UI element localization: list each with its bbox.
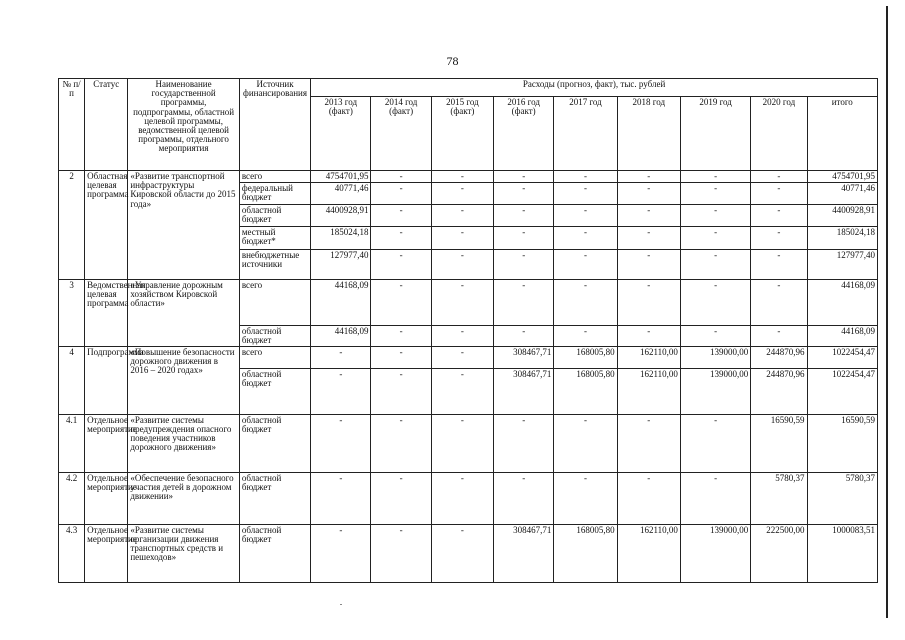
header-year: 2019 год xyxy=(680,97,750,171)
value-cell: 5780,37 xyxy=(751,472,807,524)
header-year: 2013 год (факт) xyxy=(311,97,371,171)
value-cell: - xyxy=(311,346,371,368)
row-source: внебюджетные источники xyxy=(239,249,310,279)
value-cell: - xyxy=(680,226,750,249)
row-source: местный бюджет* xyxy=(239,226,310,249)
table-row xyxy=(59,171,878,183)
row-source: областной бюджет xyxy=(239,414,310,472)
header-year: 2020 год xyxy=(751,97,807,171)
value-cell: - xyxy=(554,249,617,279)
value-cell: - xyxy=(371,346,431,368)
value-cell: - xyxy=(494,171,554,183)
value-cell: - xyxy=(371,524,431,582)
value-cell: 1022454,47 xyxy=(807,346,877,368)
value-cell: - xyxy=(431,368,493,414)
value-cell: - xyxy=(554,226,617,249)
header-year: 2014 год (факт) xyxy=(371,97,431,171)
row-status: Подпрограмма xyxy=(85,346,128,414)
row-status: Ведомственная целевая программа xyxy=(85,279,128,346)
row-source: федеральный бюджет xyxy=(239,183,310,204)
value-cell: - xyxy=(617,414,680,472)
value-cell: - xyxy=(371,183,431,204)
header-status: Статус xyxy=(85,79,128,171)
value-cell: - xyxy=(494,226,554,249)
value-cell: - xyxy=(751,204,807,226)
value-cell: 1022454,47 xyxy=(807,368,877,414)
value-cell: - xyxy=(494,183,554,204)
value-cell: - xyxy=(371,472,431,524)
value-cell: - xyxy=(431,204,493,226)
value-cell: 162110,00 xyxy=(617,346,680,368)
value-cell: - xyxy=(431,249,493,279)
value-cell: - xyxy=(751,183,807,204)
header-year: итого xyxy=(807,97,877,171)
value-cell: - xyxy=(494,279,554,325)
value-cell: 4400928,91 xyxy=(311,204,371,226)
value-cell: - xyxy=(617,171,680,183)
value-cell: - xyxy=(617,226,680,249)
value-cell: - xyxy=(554,472,617,524)
value-cell: - xyxy=(494,204,554,226)
value-cell: - xyxy=(680,204,750,226)
value-cell: 127977,40 xyxy=(311,249,371,279)
value-cell: - xyxy=(371,249,431,279)
value-cell: 244870,96 xyxy=(751,346,807,368)
value-cell: 168005,80 xyxy=(554,524,617,582)
value-cell: - xyxy=(617,249,680,279)
value-cell: - xyxy=(751,249,807,279)
value-cell: 308467,71 xyxy=(494,346,554,368)
value-cell: - xyxy=(680,414,750,472)
row-num: 4.2 xyxy=(59,472,85,524)
value-cell: 44168,09 xyxy=(311,325,371,346)
value-cell: - xyxy=(431,414,493,472)
value-cell: 1000083,51 xyxy=(807,524,877,582)
value-cell: - xyxy=(554,279,617,325)
value-cell: - xyxy=(494,249,554,279)
value-cell: - xyxy=(494,414,554,472)
row-name: «Повышение безопасности дорожного движения в 2016 – 2020 годах» xyxy=(128,346,240,414)
value-cell: - xyxy=(680,249,750,279)
value-cell: - xyxy=(371,414,431,472)
row-status: Отдельное мероприятие xyxy=(85,414,128,472)
row-num: 4.1 xyxy=(59,414,85,472)
header-year: 2016 год (факт) xyxy=(494,97,554,171)
row-name: «Развитие системы предупреждения опасного поведения участников дорожного движения» xyxy=(128,414,240,472)
page-edge-line xyxy=(886,6,888,618)
value-cell: 222500,00 xyxy=(751,524,807,582)
value-cell: - xyxy=(431,279,493,325)
header-year: 2018 год xyxy=(617,97,680,171)
value-cell: 168005,80 xyxy=(554,346,617,368)
row-status: Отдельное мероприятие xyxy=(85,524,128,582)
expenses-table xyxy=(58,78,878,583)
table-row xyxy=(59,414,878,472)
value-cell: - xyxy=(554,414,617,472)
value-cell: - xyxy=(751,325,807,346)
header-year: 2017 год xyxy=(554,97,617,171)
row-source: областной бюджет xyxy=(239,472,310,524)
value-cell: - xyxy=(431,524,493,582)
value-cell: - xyxy=(554,325,617,346)
value-cell: - xyxy=(680,279,750,325)
value-cell: - xyxy=(554,171,617,183)
value-cell: - xyxy=(311,472,371,524)
row-source: областной бюджет xyxy=(239,204,310,226)
row-source: областной бюджет xyxy=(239,368,310,414)
value-cell: - xyxy=(431,183,493,204)
value-cell: - xyxy=(494,325,554,346)
header-expenses: Расходы (прогноз, факт), тыс. рублей xyxy=(311,79,878,97)
value-cell: - xyxy=(371,171,431,183)
row-status: Отдельное мероприятие xyxy=(85,472,128,524)
value-cell: 308467,71 xyxy=(494,368,554,414)
value-cell: - xyxy=(431,171,493,183)
value-cell: 4754701,95 xyxy=(807,171,877,183)
value-cell: - xyxy=(617,325,680,346)
table-row xyxy=(59,279,878,325)
row-source: всего xyxy=(239,279,310,325)
value-cell: - xyxy=(554,183,617,204)
value-cell: 308467,71 xyxy=(494,524,554,582)
row-num: 3 xyxy=(59,279,85,346)
value-cell: 16590,59 xyxy=(807,414,877,472)
row-name: «Управление дорожным хозяйством Кировской области» xyxy=(128,279,240,346)
value-cell: - xyxy=(554,204,617,226)
value-cell: 185024,18 xyxy=(807,226,877,249)
value-cell: - xyxy=(751,279,807,325)
value-cell: - xyxy=(311,414,371,472)
value-cell: - xyxy=(617,279,680,325)
row-name: «Развитие системы организации движения транспортных средств и пешеходов» xyxy=(128,524,240,582)
row-status: Областная целевая программа xyxy=(85,171,128,280)
page-number: 78 xyxy=(446,54,459,68)
value-cell: 4400928,91 xyxy=(807,204,877,226)
value-cell: - xyxy=(617,472,680,524)
value-cell: 44168,09 xyxy=(807,325,877,346)
value-cell: - xyxy=(431,472,493,524)
value-cell: - xyxy=(371,204,431,226)
value-cell: 162110,00 xyxy=(617,368,680,414)
value-cell: - xyxy=(431,226,493,249)
table-row xyxy=(59,524,878,582)
value-cell: 244870,96 xyxy=(751,368,807,414)
value-cell: - xyxy=(680,183,750,204)
value-cell: - xyxy=(680,472,750,524)
value-cell: - xyxy=(371,368,431,414)
value-cell: - xyxy=(494,472,554,524)
value-cell: 162110,00 xyxy=(617,524,680,582)
value-cell: - xyxy=(431,346,493,368)
table-row xyxy=(59,472,878,524)
value-cell: - xyxy=(751,171,807,183)
value-cell: 185024,18 xyxy=(311,226,371,249)
value-cell: 16590,59 xyxy=(751,414,807,472)
value-cell: 40771,46 xyxy=(807,183,877,204)
value-cell: - xyxy=(680,325,750,346)
row-source: областной бюджет xyxy=(239,325,310,346)
row-source: всего xyxy=(239,171,310,183)
row-num: 4.3 xyxy=(59,524,85,582)
row-name: «Развитие транспортной инфраструктуры Кировской области до 2015 года» xyxy=(128,171,240,280)
value-cell: - xyxy=(371,325,431,346)
header-num: № п/п xyxy=(59,79,85,171)
value-cell: - xyxy=(371,226,431,249)
value-cell: - xyxy=(371,279,431,325)
header-year: 2015 год (факт) xyxy=(431,97,493,171)
row-num: 2 xyxy=(59,171,85,280)
header-name: Наименование государственной программы, подпрограммы, областной целевой программы, ведомственной целевой программы, отдельного мероприятия xyxy=(128,79,240,171)
value-cell: 127977,40 xyxy=(807,249,877,279)
row-name: «Обеспечение безопасного участия детей в дорожном движении» xyxy=(128,472,240,524)
value-cell: 139000,00 xyxy=(680,346,750,368)
value-cell: 4754701,95 xyxy=(311,171,371,183)
table-row xyxy=(59,346,878,368)
row-source: областной бюджет xyxy=(239,524,310,582)
value-cell: - xyxy=(311,368,371,414)
value-cell: 5780,37 xyxy=(807,472,877,524)
header-source: Источник финансирования xyxy=(239,79,310,171)
value-cell: - xyxy=(617,204,680,226)
value-cell: 139000,00 xyxy=(680,524,750,582)
value-cell: 44168,09 xyxy=(807,279,877,325)
value-cell: 139000,00 xyxy=(680,368,750,414)
row-num: 4 xyxy=(59,346,85,414)
value-cell: - xyxy=(311,524,371,582)
row-source: всего xyxy=(239,346,310,368)
value-cell: - xyxy=(431,325,493,346)
value-cell: - xyxy=(751,226,807,249)
value-cell: - xyxy=(680,171,750,183)
value-cell: 40771,46 xyxy=(311,183,371,204)
value-cell: 44168,09 xyxy=(311,279,371,325)
value-cell: 168005,80 xyxy=(554,368,617,414)
scan-speck xyxy=(340,604,342,605)
value-cell: - xyxy=(617,183,680,204)
